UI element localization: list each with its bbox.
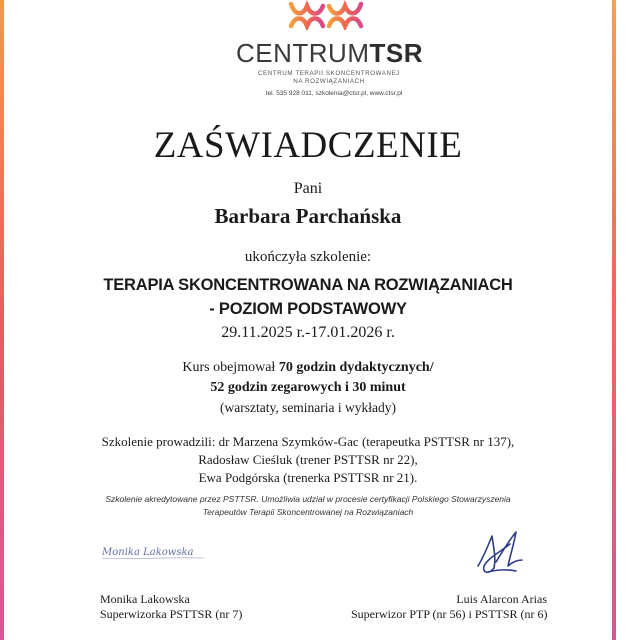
signer-left [100, 592, 242, 622]
hours-line-2: 52 godzin zegarowych i 30 minut [210, 380, 406, 395]
trainers-line: Radosław Cieśluk (trener PSTTSR nr 22), [198, 452, 418, 467]
signer-right-name: Luis Alarcon Arias [456, 592, 547, 606]
certificate-title: ZAŚWIADCZENIE [153, 125, 463, 166]
hours-didactic: 70 godzin dydaktycznych/ [278, 360, 434, 375]
trainers-line: Ewa Podgórska (trenerka PSTTSR nr 21). [198, 470, 418, 485]
signature-left-script: Monika Lakowska [102, 547, 194, 558]
brand-light: CENTRUM [236, 38, 370, 68]
signature-left-image [100, 540, 210, 562]
hours-prefix: Kurs obejmował [182, 360, 279, 375]
signature-right-image [470, 522, 530, 582]
trainers-line: Szkolenie prowadzili: dr Marzena Szymków-Gac (terapeutka PSTTSR nr 137), [101, 434, 515, 449]
ctsr-logo-icon [287, 0, 365, 30]
brand-subtitle-line: NA ROZWIĄZANIACH [293, 78, 365, 85]
signer-left-name: Monika Lakowska [100, 592, 190, 606]
brand-subtitle-line: CENTRUM TERAPII SKONCENTROWANEJ [257, 70, 400, 77]
hours-note: (warsztaty, seminaria i wykłady) [219, 400, 397, 415]
accreditation-note: Terapeutów Terapii Skoncentrowanej na Rozwiązaniach [202, 507, 414, 517]
brand-bold: TSR [369, 38, 423, 68]
certificate-page [4, 0, 612, 640]
course-dates: 29.11.2025 r.-17.01.2026 r. [221, 324, 395, 341]
signer-right-role: Superwizor PTP (nr 56) i PSTTSR (nr 6) [351, 607, 548, 621]
border-right [612, 0, 616, 640]
salutation: Pani [293, 180, 323, 197]
brand-name [236, 38, 423, 68]
signer-left-role: Superwizorka PSTTSR (nr 7) [100, 607, 243, 621]
completed-text: ukończyła szkolenie: [244, 249, 372, 265]
contact-info: tel. 535 928 011, szkolenia@ctsr.pl, www.ctsr.pl [265, 90, 403, 97]
course-title-line-1: TERAPIA SKONCENTROWANA NA ROZWIĄZANIACH [103, 276, 513, 294]
signer-right [351, 592, 547, 622]
accreditation-note: Szkolenie akredytowane przez PSTTSR. Umożliwia udział w procesie certyfikacji Polskiego Stowarzyszenia [105, 494, 511, 504]
brand-subtitle [244, 70, 414, 86]
recipient-name: Barbara Parchańska [214, 204, 402, 228]
hours-line-1 [4, 360, 612, 376]
course-title-line-2: - POZIOM PODSTAWOWY [209, 300, 407, 318]
